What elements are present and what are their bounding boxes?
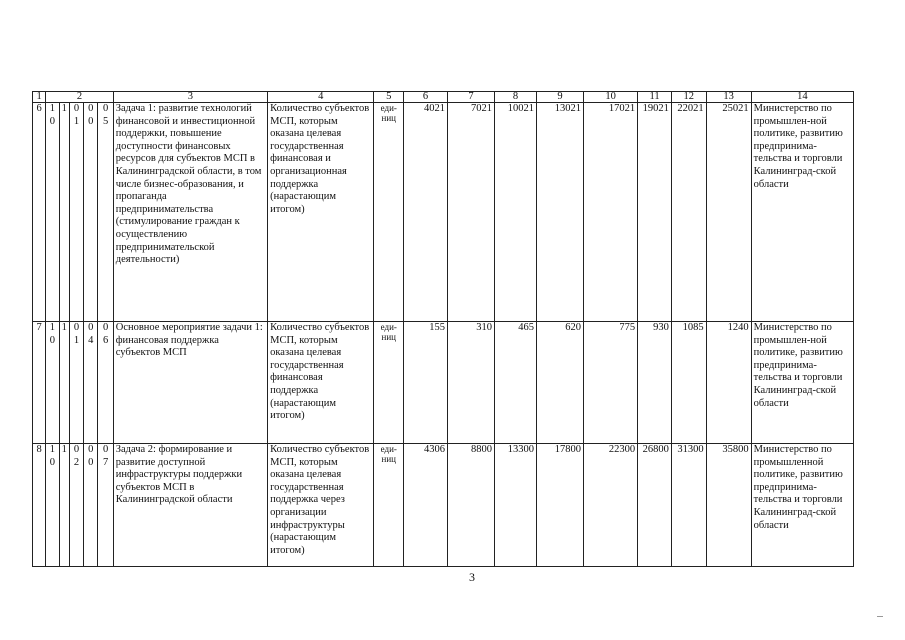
code-cell: 1 — [59, 444, 69, 567]
code-cell: 07 — [98, 444, 113, 567]
code-cell: 05 — [98, 103, 113, 322]
value-cell: 4021 — [404, 103, 448, 322]
header-cell: 8 — [495, 92, 537, 103]
code-cell: 10 — [46, 444, 59, 567]
header-cell: 11 — [638, 92, 672, 103]
row-number: 7 — [33, 322, 46, 444]
code-cell: 10 — [46, 322, 59, 444]
indicator-cell: Количество субъектов МСП, которым оказана целевая государственная поддержка через организации инфраструктуры (нарастающим итогом) — [268, 444, 374, 567]
responsible-cell: Министерство по промышлен-ной политике, развитию предпринима-тельства и торговли Калининград-ской области — [751, 322, 853, 444]
code-cell: 06 — [98, 322, 113, 444]
value-cell: 8800 — [448, 444, 495, 567]
table-row — [33, 103, 854, 322]
value-cell: 7021 — [448, 103, 495, 322]
row-number: 6 — [33, 103, 46, 322]
header-cell: 12 — [671, 92, 706, 103]
unit-cell: еди-ниц — [374, 444, 404, 567]
value-cell: 17021 — [583, 103, 637, 322]
header-cell: 13 — [706, 92, 751, 103]
value-cell: 10021 — [495, 103, 537, 322]
code-cell: 00 — [84, 444, 98, 567]
value-cell: 310 — [448, 322, 495, 444]
page-number: 3 — [469, 570, 475, 584]
value-cell: 25021 — [706, 103, 751, 322]
unit-cell: еди-ниц — [374, 103, 404, 322]
code-cell: 02 — [69, 444, 83, 567]
value-cell: 775 — [583, 322, 637, 444]
responsible-cell: Министерство по промышленной политике, развитию предпринима-тельства и торговли Калининград-ской области — [751, 444, 853, 567]
header-row — [33, 92, 854, 103]
indicators-table — [32, 91, 854, 567]
value-cell: 1240 — [706, 322, 751, 444]
code-cell: 01 — [69, 103, 83, 322]
code-cell: 04 — [84, 322, 98, 444]
value-cell: 4306 — [404, 444, 448, 567]
scan-mark — [877, 616, 883, 617]
indicator-cell: Количество субъектов МСП, которым оказана целевая государственная финансовая и организационная поддержка (нарастающим итогом) — [268, 103, 374, 322]
header-cell: 1 — [33, 92, 46, 103]
value-cell: 13300 — [495, 444, 537, 567]
row-number: 8 — [33, 444, 46, 567]
unit-cell: еди-ниц — [374, 322, 404, 444]
value-cell: 19021 — [638, 103, 672, 322]
task-cell: Основное мероприятие задачи 1: финансовая поддержка субъектов МСП — [113, 322, 267, 444]
value-cell: 22021 — [671, 103, 706, 322]
value-cell: 1085 — [671, 322, 706, 444]
value-cell: 26800 — [638, 444, 672, 567]
header-cell: 3 — [113, 92, 267, 103]
value-cell: 155 — [404, 322, 448, 444]
code-cell: 1 — [59, 322, 69, 444]
value-cell: 13021 — [536, 103, 583, 322]
header-cell: 5 — [374, 92, 404, 103]
indicator-cell: Количество субъектов МСП, которым оказана целевая государственная финансовая поддержка (нарастающим итогом) — [268, 322, 374, 444]
header-cell: 2 — [46, 92, 113, 103]
responsible-cell: Министерство по промышлен-ной политике, развитию предпринима-тельства и торговли Калининград-ской области — [751, 103, 853, 322]
header-cell: 7 — [448, 92, 495, 103]
value-cell: 22300 — [583, 444, 637, 567]
header-cell: 10 — [583, 92, 637, 103]
code-cell: 01 — [69, 322, 83, 444]
table-row — [33, 322, 854, 444]
table-row — [33, 444, 854, 567]
code-cell: 00 — [84, 103, 98, 322]
header-cell: 6 — [404, 92, 448, 103]
task-cell: Задача 2: формирование и развитие доступной инфраструктуры поддержки субъектов МСП в Калининградской области — [113, 444, 267, 567]
header-cell: 9 — [536, 92, 583, 103]
task-cell: Задача 1: развитие технологий финансовой и инвестиционной поддержки, повышение доступности финансовых ресурсов для субъектов МСП в Калининградской области, в том числе бизнес-образования, и пропаганда предпринимательства (стимулирование граждан к осуществлению предпринимательской деятельности) — [113, 103, 267, 322]
value-cell: 35800 — [706, 444, 751, 567]
code-cell: 1 — [59, 103, 69, 322]
code-cell: 10 — [46, 103, 59, 322]
header-cell: 14 — [751, 92, 853, 103]
header-cell: 4 — [268, 92, 374, 103]
value-cell: 620 — [536, 322, 583, 444]
value-cell: 465 — [495, 322, 537, 444]
value-cell: 17800 — [536, 444, 583, 567]
value-cell: 930 — [638, 322, 672, 444]
value-cell: 31300 — [671, 444, 706, 567]
